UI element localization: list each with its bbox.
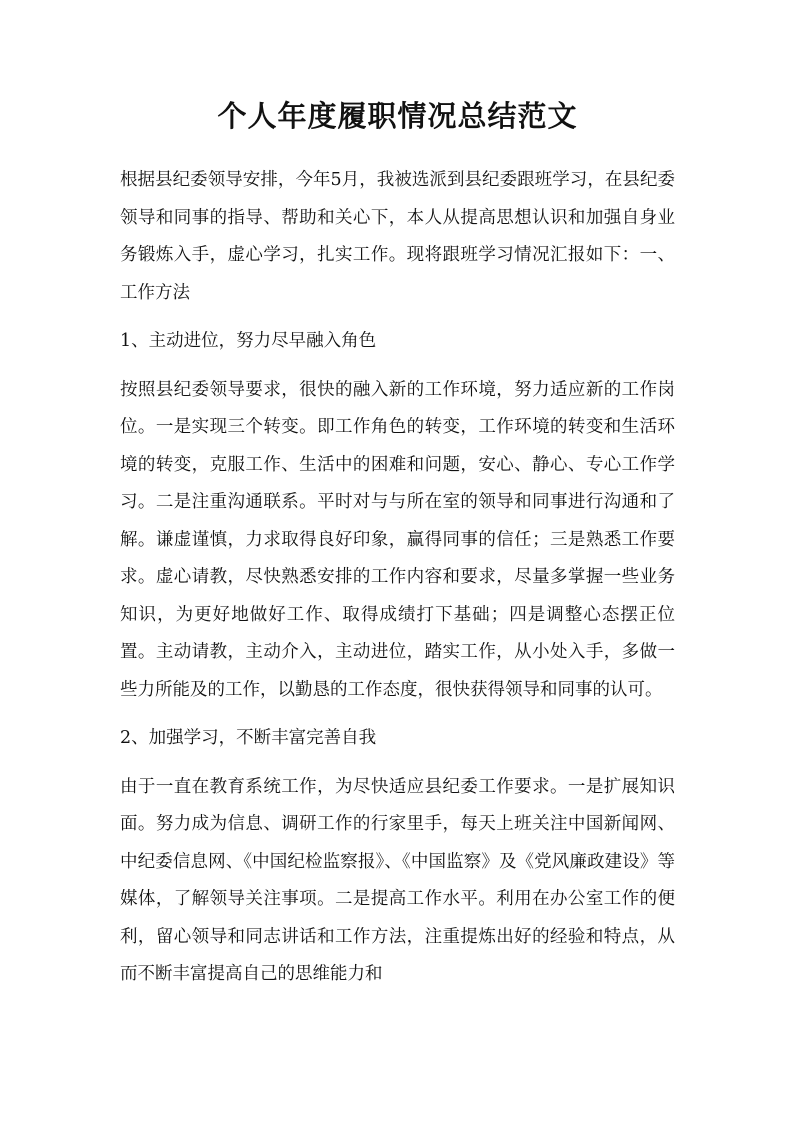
section-2-heading: 2、加强学习，不断丰富完善自我 <box>120 728 377 748</box>
section-2-paragraph: 由于一直在教育系统工作，为尽快适应县纪委工作要求。一是扩展知识面。努力成为信息、调研工作的行家里手，每天上班关注中国新闻网、中纪委信息网、《中国纪检监察报》、《中国监察》及《党风廉政建设》等媒体，了解领导关注事项。二是提高工作水平。利用在办公室工作的便利，留心领导和同志讲话和工作方法，注重提炼出好的经验和特点，从而不断丰富提高自己的思维能力和 <box>120 776 675 984</box>
document-title: 个人年度履职情况总结范文 <box>217 99 578 133</box>
section-1-heading: 1、主动进位，努力尽早融入角色 <box>120 331 377 351</box>
document-page <box>120 92 675 1005</box>
intro-paragraph: 根据县纪委领导安排，今年5月，我被选派到县纪委跟班学习，在县纪委领导和同事的指导、帮助和关心下，本人从提高思想认识和加强自身业务锻炼入手，虚心学习，扎实工作。现将跟班学习情况汇报如下：一、工作方法 <box>120 170 675 303</box>
section-1-paragraph: 按照县纪委领导要求，很快的融入新的工作环境，努力适应新的工作岗位。一是实现三个转变。即工作角色的转变，工作环境的转变和生活环境的转变，克服工作、生活中的困难和问题，安心、静心、专心工作学习。二是注重沟通联系。平时对与与所在室的领导和同事进行沟通和了解。谦虚谨慎，力求取得良好印象，赢得同事的信任；三是熟悉工作要求。虚心请教，尽快熟悉安排的工作内容和要求，尽量多掌握一些业务知识，为更好地做好工作、取得成绩打下基础；四是调整心态摆正位置。主动请教，主动介入，主动进位，踏实工作，从小处入手，多做一些力所能及的工作，以勤恳的工作态度，很快获得领导和同事的认可。 <box>120 379 675 700</box>
